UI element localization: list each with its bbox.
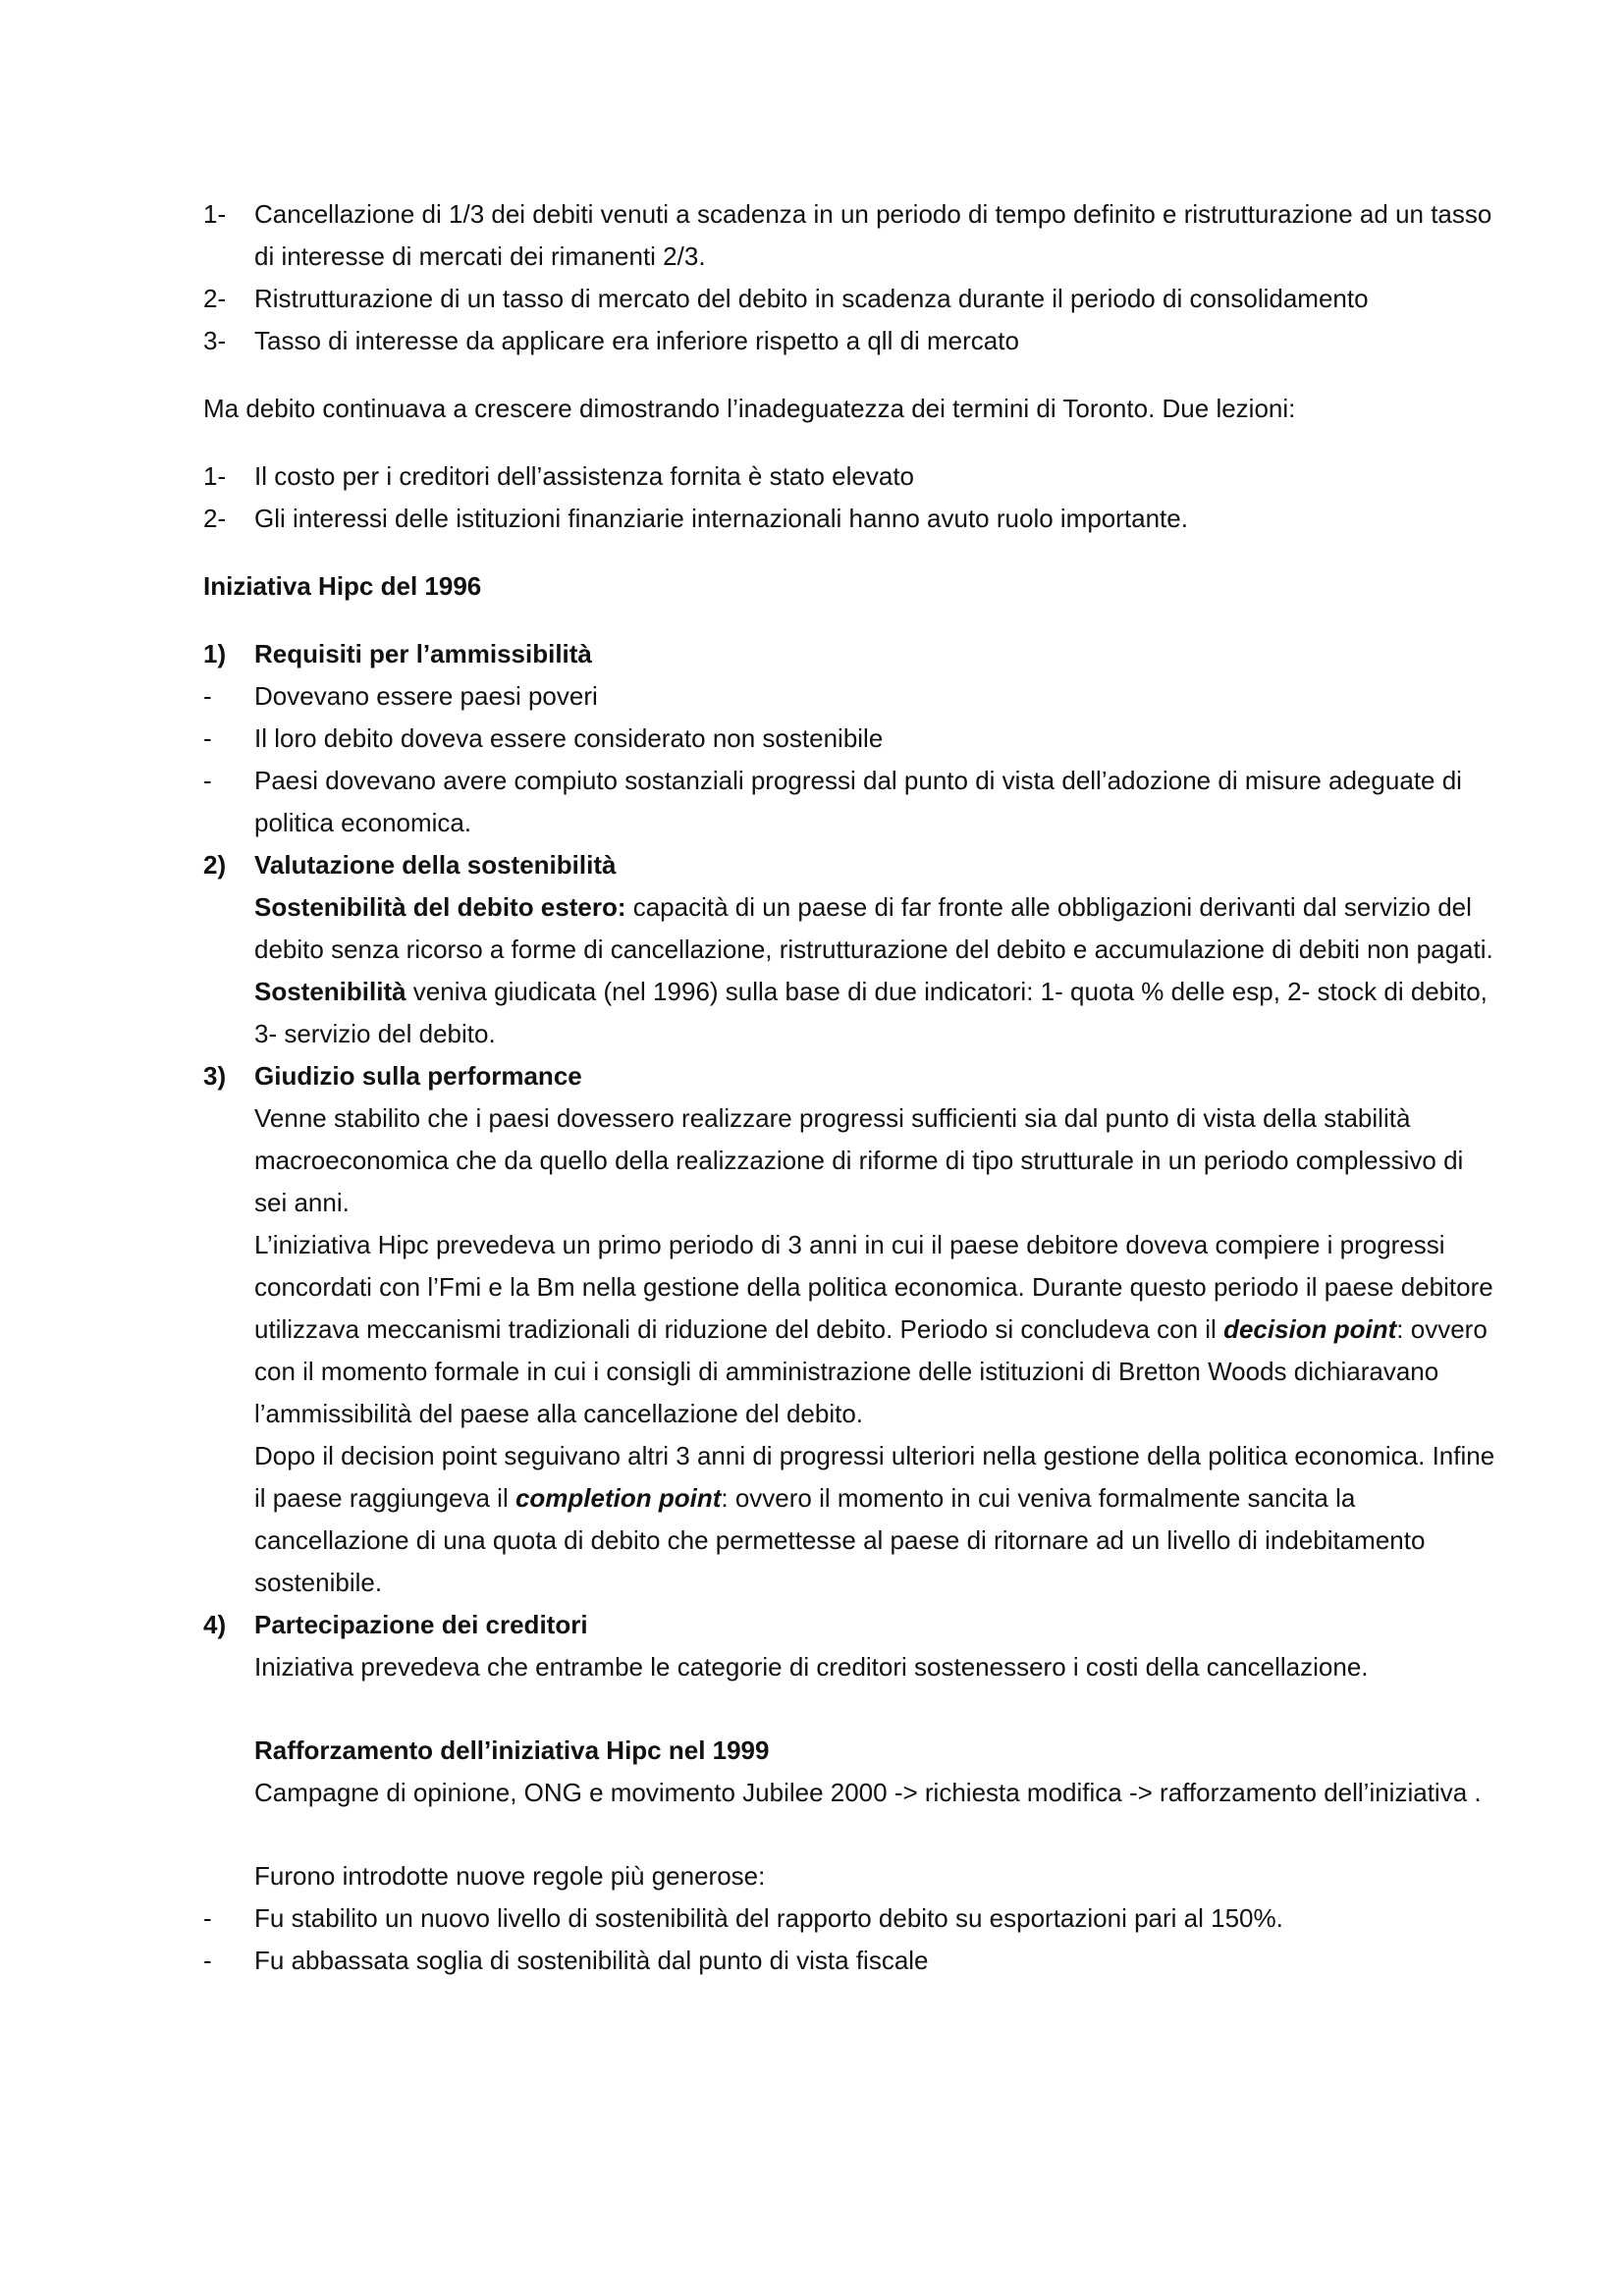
list-text: Cancellazione di 1/3 dei debiti venuti a scadenza in un periodo di tempo definito e ristrutturazione ad un tasso di interesse di mercati dei rimanenti 2/3. — [254, 199, 1492, 271]
list-text: Ristrutturazione di un tasso di mercato del debito in scadenza durante il periodo di consolidamento — [254, 284, 1369, 313]
section-title: Giudizio sulla performance — [254, 1061, 582, 1091]
paragraph-campaigns: Campagne di opinione, ONG e movimento Jubilee 2000 -> richiesta modifica -> rafforzamento dell’iniziativa . — [254, 1778, 1482, 1807]
section-title: Partecipazione dei creditori — [254, 1610, 588, 1639]
section-number: 1) — [203, 639, 227, 668]
list-item — [203, 278, 1499, 320]
bullet-marker: - — [203, 1903, 212, 1933]
bullet-marker: - — [203, 723, 212, 753]
list-text: Il costo per i creditori dell’assistenza fornita è stato elevato — [254, 461, 915, 491]
list-item — [203, 498, 1499, 540]
paragraph-completion-point — [203, 1435, 1499, 1604]
paragraph-performance: Venne stabilito che i paesi dovessero realizzare progressi sufficienti sia dal punto di vista della stabilità macroeconomica che da quello della realizzazione di riforme di tipo strutturale in un periodo complessivo di sei anni. — [254, 1103, 1464, 1217]
definition-text: capacità di un paese di far fronte alle obbligazioni derivanti dal servizio del debito senza ricorso a forme di cancellazione, ristrutturazione del debito e accumulazione di debiti non pagati. — [254, 892, 1493, 964]
bullet-item — [203, 1940, 1499, 1982]
list-number: 2- — [203, 504, 227, 533]
list-text: Gli interessi delle istituzioni finanziarie internazionali hanno avuto ruolo importante. — [254, 504, 1188, 533]
list-number: 3- — [203, 326, 227, 355]
section-4-heading — [203, 1604, 1499, 1646]
bullet-marker: - — [203, 681, 212, 711]
list-item — [203, 455, 1499, 498]
section-2-heading — [203, 844, 1499, 886]
paragraph-text: : ovvero il momento in cui veniva formalmente sancita la cancellazione di una quota di debito che permettesse al paese di ritornare ad un livello di indebitamento sostenibile. — [254, 1483, 1426, 1597]
section-title: Valutazione della sostenibilità — [254, 850, 617, 880]
bullet-text: Dovevano essere paesi poveri — [254, 681, 598, 711]
term-completion-point: completion point — [514, 1483, 722, 1513]
definition-sustainability — [203, 971, 1499, 1055]
list-number: 1- — [203, 199, 227, 229]
document-page — [203, 193, 1499, 1982]
definition-text: veniva giudicata (nel 1996) sulla base di due indicatori: 1- quota % delle esp, 2- stock di debito, 3- servizio del debito. — [254, 977, 1488, 1048]
list-number: 2- — [203, 284, 227, 313]
bullet-text: Fu stabilito un nuovo livello di sostenibilità del rapporto debito su esportazioni pari al 150%. — [254, 1903, 1283, 1933]
section-heading-hipc-1999: Rafforzamento dell’iniziativa Hipc nel 1999 — [254, 1735, 770, 1765]
bullet-text: Il loro debito doveva essere considerato non sostenibile — [254, 723, 884, 753]
list-number: 1- — [203, 461, 227, 491]
paragraph-new-rules: Furono introdotte nuove regole più generose: — [254, 1861, 766, 1891]
paragraph-creditors: Iniziativa prevedeva che entrambe le categorie di creditori sostenessero i costi della cancellazione. — [254, 1652, 1369, 1682]
section-number: 4) — [203, 1610, 227, 1639]
section-heading-hipc-1996: Iniziativa Hipc del 1996 — [203, 571, 482, 601]
paragraph-text: L’iniziativa Hipc prevedeva un primo periodo di 3 anni in cui il paese debitore doveva compiere i progressi concordati con l’Fmi e la Bm nella gestione della politica economica. Durante questo periodo il paese debitore utilizzava meccanismi tradizionali di riduzione del debito. Periodo si concludeva con il — [254, 1230, 1493, 1344]
numbered-list-lessons — [203, 455, 1499, 540]
section-title: Requisiti per l’ammissibilità — [254, 639, 592, 668]
bullet-text: Fu abbassata soglia di sostenibilità dal punto di vista fiscale — [254, 1946, 929, 1975]
numbered-list-terms — [203, 193, 1499, 362]
definition-external-debt — [203, 886, 1499, 971]
bullet-item — [203, 760, 1499, 844]
list-item — [203, 320, 1499, 362]
bullet-marker: - — [203, 766, 212, 795]
section-number: 2) — [203, 850, 227, 880]
definition-term: Sostenibilità — [254, 977, 406, 1006]
bullet-text: Paesi dovevano avere compiuto sostanziali progressi dal punto di vista dell’adozione di misure adeguate di politica economica. — [254, 766, 1462, 837]
section-number: 3) — [203, 1061, 227, 1091]
section-3-heading — [203, 1055, 1499, 1097]
bullet-item — [203, 675, 1499, 718]
paragraph-text: Dopo il decision point seguivano altri 3 anni di progressi ulteriori nella gestione della politica economica. Infine il paese raggiungeva il — [254, 1441, 1495, 1513]
paragraph-decision-point — [203, 1224, 1499, 1435]
bullet-item — [203, 1897, 1499, 1940]
bullet-item — [203, 718, 1499, 760]
paragraph-text: : ovvero con il momento formale in cui i consigli di amministrazione delle istituzioni di Bretton Woods dichiaravano l’ammissibilità del paese alla cancellazione del debito. — [254, 1314, 1488, 1428]
paragraph-toronto: Ma debito continuava a crescere dimostrando l’inadeguatezza dei termini di Toronto. Due lezioni: — [203, 394, 1296, 423]
list-text: Tasso di interesse da applicare era inferiore rispetto a qll di mercato — [254, 326, 1019, 355]
list-item — [203, 193, 1499, 278]
bullet-marker: - — [203, 1946, 212, 1975]
section-1-heading — [203, 633, 1499, 675]
term-decision-point: decision point — [1223, 1314, 1397, 1344]
definition-term: Sostenibilità del debito estero: — [254, 892, 626, 922]
